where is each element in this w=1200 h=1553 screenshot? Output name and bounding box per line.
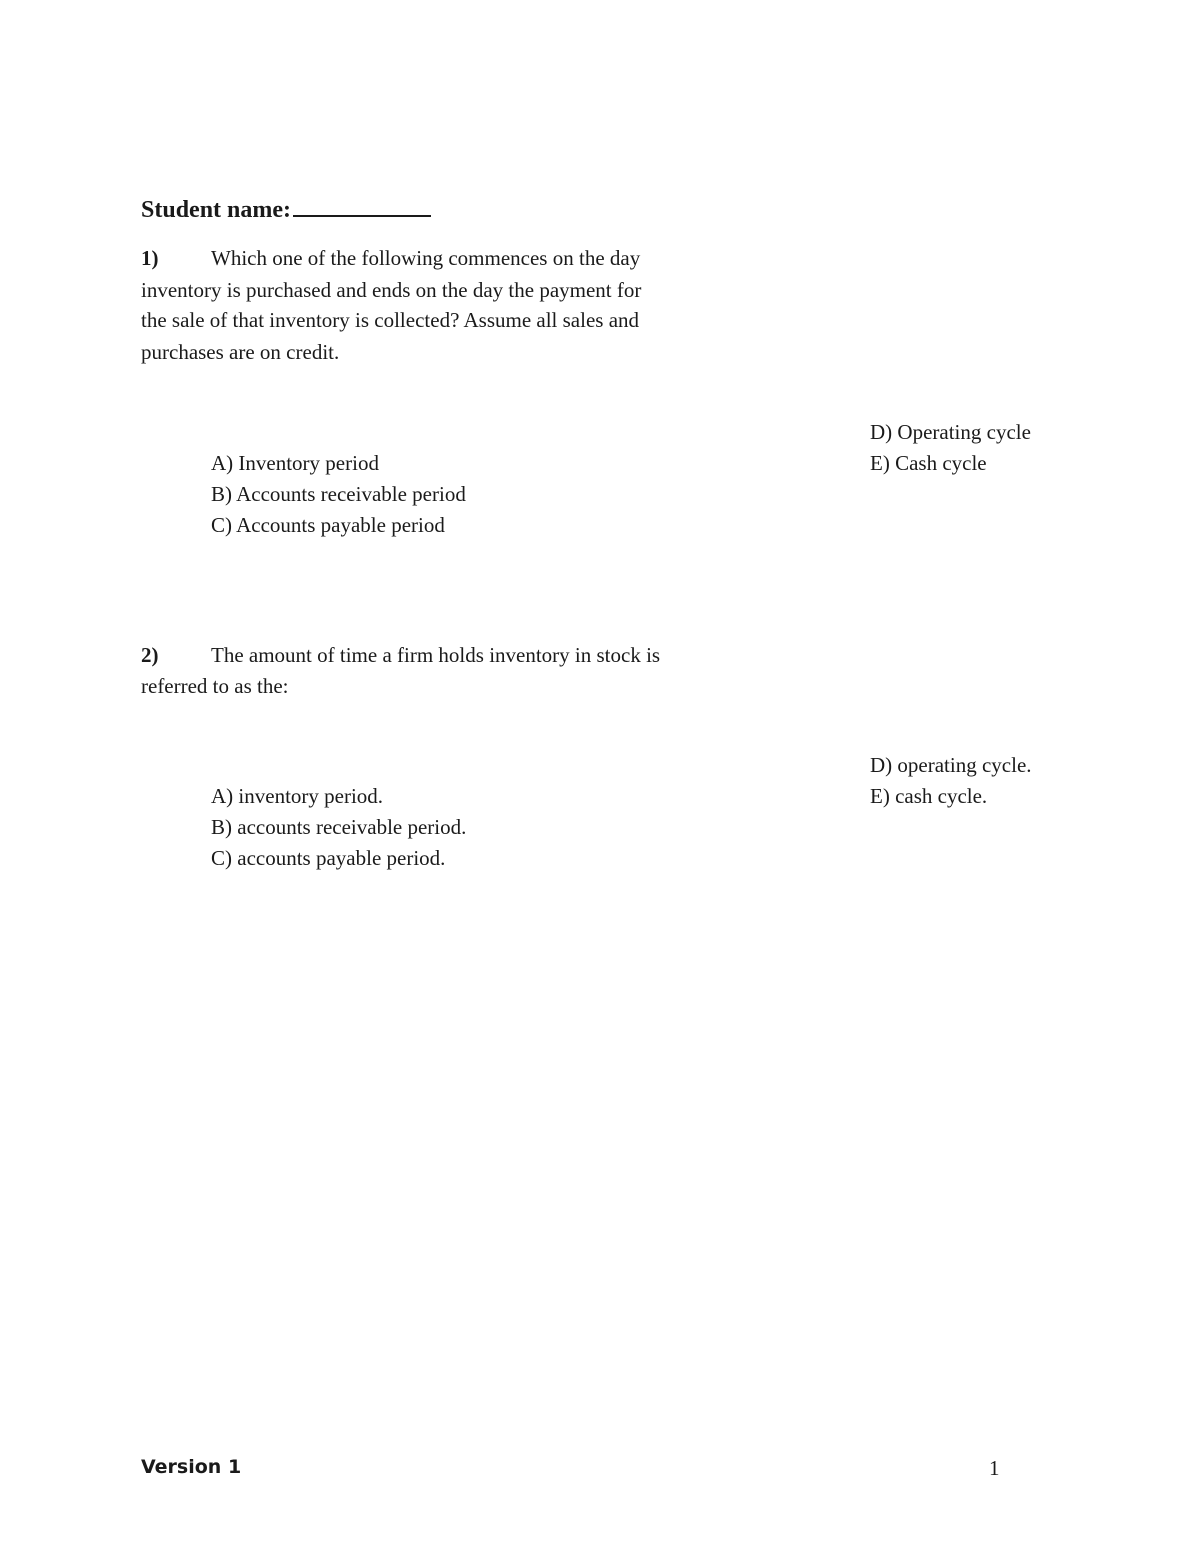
answer-option-b: B) accounts receivable period. <box>211 815 467 839</box>
answer-option-a: A) inventory period. <box>211 784 384 808</box>
question-text-line: purchases are on credit. <box>141 340 340 364</box>
page-number: 1 <box>989 1456 1000 1480</box>
question-text-line: inventory is purchased and ends on the day the payment for <box>141 278 642 302</box>
question-text-line: referred to as the: <box>141 674 289 698</box>
answer-option-d: D) operating cycle. <box>870 753 1032 777</box>
question-number: 2) <box>141 643 159 667</box>
answer-option-e: E) cash cycle. <box>870 784 988 808</box>
student-name-field <box>141 193 431 224</box>
footer-version: Version 1 <box>141 1456 242 1478</box>
question-text-line: Which one of the following commences on the day <box>211 246 641 270</box>
answer-option-d: D) Operating cycle <box>870 420 1031 444</box>
answer-option-c: C) Accounts payable period <box>211 513 445 537</box>
answer-option-c: C) accounts payable period. <box>211 846 446 870</box>
question-number: 1) <box>141 246 159 270</box>
answer-option-a: A) Inventory period <box>211 451 379 475</box>
student-name-blank <box>293 193 431 217</box>
question-text-line: The amount of time a firm holds inventory in stock is <box>211 643 661 667</box>
question-text-line: the sale of that inventory is collected? Assume all sales and <box>141 308 640 332</box>
answer-option-e: E) Cash cycle <box>870 451 987 475</box>
answer-option-b: B) Accounts receivable period <box>211 482 466 506</box>
student-name-label: Student name: <box>141 197 292 223</box>
